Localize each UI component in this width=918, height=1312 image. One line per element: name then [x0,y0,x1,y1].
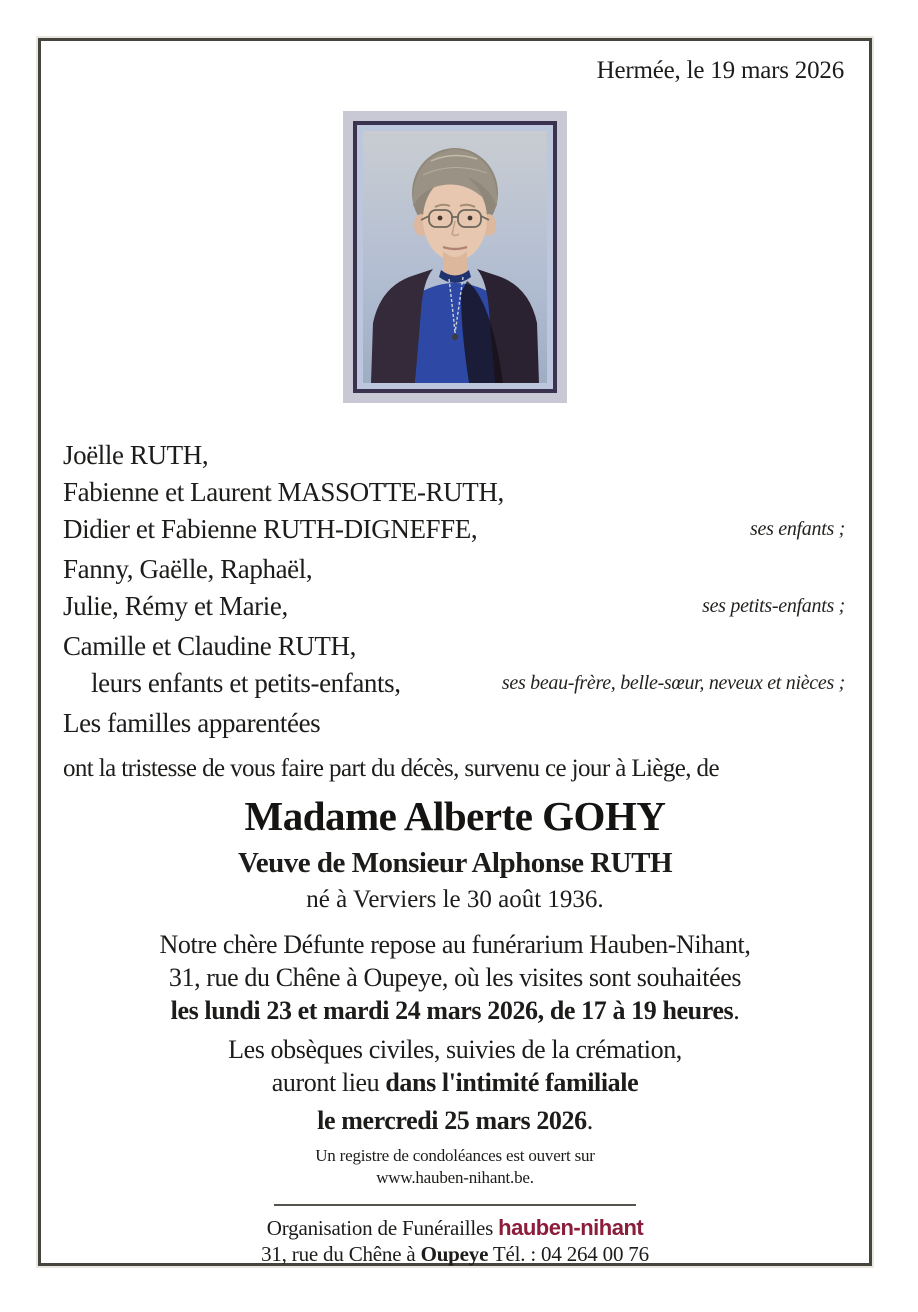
register-url: www.hauben-nihant.be. [376,1168,534,1187]
family-line: Joëlle RUTH, [63,440,209,470]
funeral-paragraph [41,1033,869,1137]
family-group-inlaws [63,628,845,702]
funeral-line-1: Les obsèques civiles, suivies de la crémation, [228,1035,682,1064]
deceased-subtitle: Veuve de Monsieur Alphonse RUTH [237,847,673,879]
relation-label-grandchildren: ses petits-enfants ; [702,595,845,617]
page-frame [38,38,872,1266]
family-group-grandchildren [63,551,845,625]
visitation-paragraph [41,928,869,1027]
funeral-date-line: le mercredi 25 mars 2026. [317,1106,593,1135]
family-line: Didier et Fabienne RUTH-DIGNEFFE, [63,514,478,544]
register-line-1: Un registre de condoléances est ouvert sur [315,1146,595,1165]
family-list [63,437,845,787]
portrait-photo [363,131,547,383]
visitation-line-3: les lundi 23 et mardi 24 mars 2026, de 17 à 19 heures. [170,996,740,1025]
family-line: leurs enfants et petits-enfants, [91,668,401,698]
family-group-children [63,437,845,548]
funeral-home-logo: hauben-nihant [498,1215,644,1240]
portrait-inner-mat [353,121,557,393]
funeral-line-2: auront lieu dans l'intimité familiale [271,1068,639,1097]
footer [41,1215,869,1267]
deceased-name: Madame Alberte GOHY [244,793,666,839]
condolence-register [41,1145,869,1189]
relation-label-inlaws: ses beau-frère, belle-sœur, neveux et nièces ; [501,672,845,694]
family-line: Les familles apparentées [63,708,321,738]
relation-label-children: ses enfants ; [750,518,845,540]
family-line: Fanny, Gaëlle, Raphaël, [63,554,313,584]
footer-org-line: Organisation de Funérailles hauben-nihant [266,1215,644,1240]
footer-divider [274,1204,636,1206]
footer-address-line: 31, rue du Chêne à Oupeye Tél. : 04 264 00 76 [261,1242,649,1266]
family-line: Julie, Rémy et Marie, [63,591,288,621]
birth-line: né à Verviers le 30 août 1936. [306,886,604,913]
announcement-line: ont la tristesse de vous faire part du décès, survenu ce jour à Liège, de [63,755,719,782]
family-group-related [63,705,845,742]
dateline: Hermée, le 19 mars 2026 [596,57,844,84]
portrait-frame [343,111,567,403]
family-line: Camille et Claudine RUTH, [63,631,356,661]
family-line: Fabienne et Laurent MASSOTTE-RUTH, [63,477,504,507]
visitation-line-2: 31, rue du Chêne à Oupeye, où les visites sont souhaitées [168,963,742,992]
visitation-line-1: Notre chère Défunte repose au funérarium Hauben-Nihant, [159,930,751,959]
